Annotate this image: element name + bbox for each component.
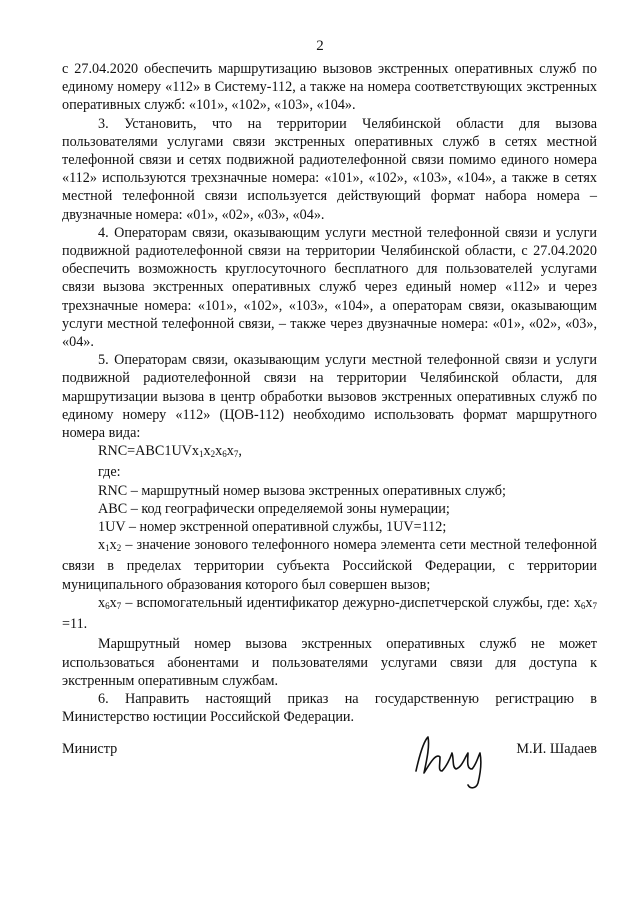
formula-prefix: RNC=ABC1UVx bbox=[98, 443, 200, 460]
definition-x6x7 bbox=[62, 594, 597, 633]
x1x2-sub-2: 2 bbox=[116, 543, 122, 554]
paragraph-3: 3. Установить, что на территории Челябинской области для вызова пользователями услугами связи экстренных оперативных служб в сетях местной телефонной связи и сетях подвижной радиотелефонной связи помимо единого номера «112» используются трехзначные номера: «101», «102», «103», «104», а также в сетях местной телефонной связи используется действующий формат набора номера – двузначные номера: «01», «02», «03», «04». bbox=[62, 115, 597, 223]
handwritten-signature bbox=[410, 723, 500, 793]
formula-sub-7: 7 bbox=[233, 449, 239, 460]
formula-x6: x bbox=[215, 443, 223, 460]
x1x2-a: x bbox=[98, 537, 106, 554]
document-body bbox=[62, 60, 597, 726]
paragraph-4: 4. Операторам связи, оказывающим услуги местной телефонной связи и услуги подвижной радиотелефонной связи на территории Челябинской области, с 27.04.2020 обеспечить возможность круглосуточного бесплатного для пользователей услугами связи вызова экстренных оперативных служб через единый номер «112» и через трехзначные номера: «101», «102», «103», «104», а операторам связи, оказывающим услуги местной телефонной связи, – также через двузначные номера: «01», «02», «03», «04». bbox=[62, 224, 597, 351]
definition-abc: ABC – код географически определяемой зоны нумерации; bbox=[98, 500, 450, 517]
x6x7-sub-6b: 6 bbox=[580, 600, 586, 611]
x6x7-c: x bbox=[573, 594, 581, 611]
formula-sub-1: 1 bbox=[199, 449, 204, 460]
definition-x1x2 bbox=[62, 536, 597, 594]
formula-sub-2: 2 bbox=[210, 449, 216, 460]
x6x7-a: x bbox=[98, 594, 106, 611]
x1x2-sub-1: 1 bbox=[105, 543, 110, 554]
routing-number-formula bbox=[62, 442, 597, 463]
formula-x2: x bbox=[203, 443, 211, 460]
paragraph-6: 6. Направить настоящий приказ на государственную регистрацию в Министерство юстиции Российской Федерации. bbox=[62, 690, 597, 726]
x6x7-sub-6: 6 bbox=[105, 600, 110, 611]
x6x7-sub-7: 7 bbox=[116, 600, 122, 611]
x6x7-b: x bbox=[109, 594, 117, 611]
page-number: 2 bbox=[316, 38, 324, 54]
signatory-title: Министр bbox=[62, 741, 118, 757]
paragraph-intro: с 27.04.2020 обеспечить маршрутизацию вызовов экстренных оперативных служб по единому номеру «112» в Систему-112, а также на номера соответствующих экстренных оперативных служб: «101», «102», «103», «104». bbox=[62, 61, 597, 114]
paragraph-note: Маршрутный номер вызова экстренных оперативных служб не может использоваться абонентами и пользователями услугами связи для доступа к экстренным оперативным службам. bbox=[62, 636, 597, 689]
formula-sub-6: 6 bbox=[222, 449, 227, 460]
signatory-name: М.И. Шадаев bbox=[516, 741, 597, 757]
x6x7-end: =11. bbox=[62, 616, 88, 633]
paragraph-5: 5. Операторам связи, оказывающим услуги местной телефонной связи и услуги подвижной радиотелефонной связи на территории Челябинской области, для маршрутизации вызова в центр обработки вызовов экстренных оперативных служб по единому номеру «112» (ЦОВ-112) необходимо использовать формат маршрутного номера вида: bbox=[62, 352, 597, 442]
x6x7-text: – вспомогательный идентификатор дежурно-диспетчерской службы, где: bbox=[121, 594, 574, 611]
x1x2-b: x bbox=[109, 537, 117, 554]
where-label: где: bbox=[98, 464, 121, 481]
x1x2-text: – значение зонового телефонного номера элемента сети местной телефонной связи в пределах территории субъекта Российской Федерации, с территории муниципального образования которого был совершен вызов; bbox=[62, 537, 597, 593]
definition-rnc: RNC – маршрутный номер вызова экстренных оперативных служб; bbox=[98, 482, 506, 499]
definition-1uv: 1UV – номер экстренной оперативной службы, 1UV=112; bbox=[98, 519, 447, 536]
signature-block bbox=[62, 737, 597, 797]
formula-x7: x bbox=[226, 443, 234, 460]
formula-suffix: , bbox=[238, 443, 242, 460]
x6x7-d: x bbox=[585, 594, 593, 611]
x6x7-sub-7b: 7 bbox=[592, 600, 597, 611]
